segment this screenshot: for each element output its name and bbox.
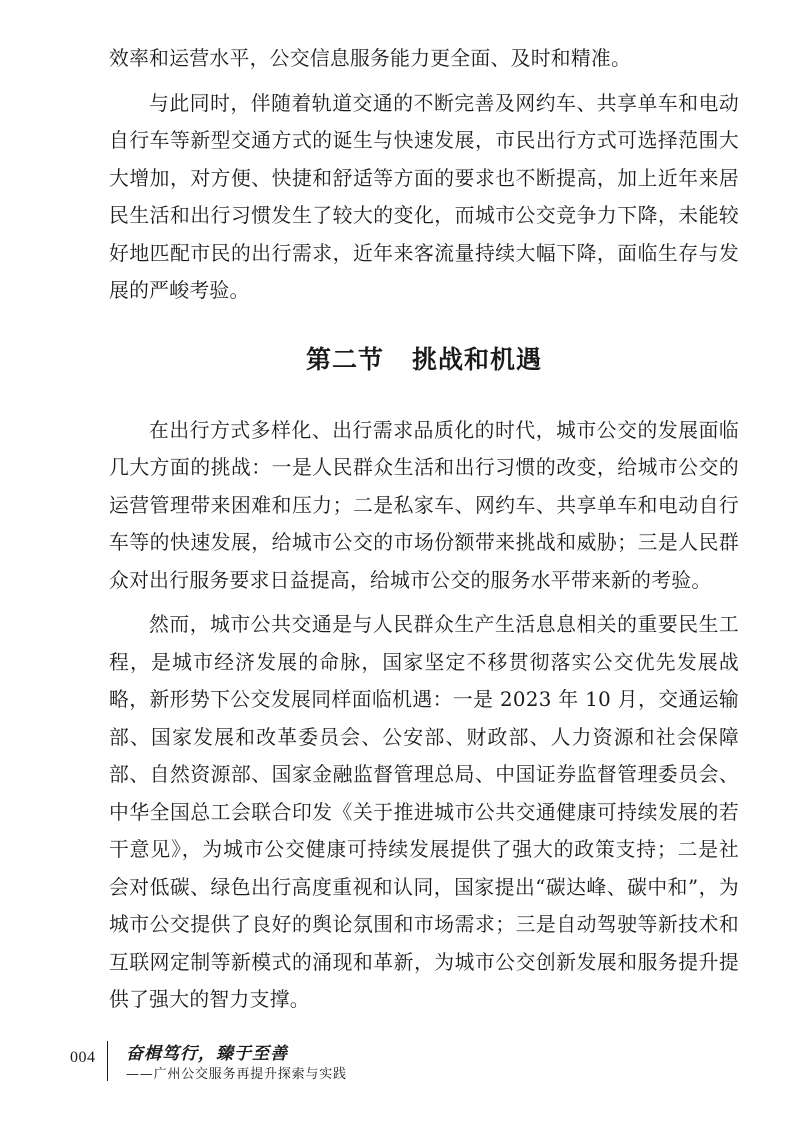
- book-title: 奋楫笃行，臻于至善: [126, 1044, 288, 1064]
- section-title: 挑战和机遇: [412, 344, 543, 374]
- page-body: [109, 40, 739, 1019]
- footer-divider: [107, 1041, 108, 1081]
- section-heading: [109, 343, 739, 377]
- page-footer: [70, 1037, 470, 1085]
- body-paragraph-4: 然而，城市公共交通是与人民群众生产生活息息相关的重要民生工程，是城市经济发展的命脉，国家坚定不移贯彻落实公交优先发展战略，新形势下公交发展同样面临机遇：一是 2023 年 10 月，交通运输部、国家发展和改革委员会、公安部、财政部、人力资源和社会保障部、自然资源部、国家金融监督管理总局、中国证券监督管理委员会、中华全国总工会联合印发《关于推进城市公共交通健康可持续发展的若干意见》，为城市公交健康可持续发展提供了强大的政策支持；二是社会对低碳、绿色出行高度重视和认同，国家提出“碳达峰、碳中和”，为城市公交提供了良好的舆论氛围和市场需求；三是自动驾驶等新技术和互联网定制等新模式的涌现和革新，为城市公交创新发展和服务提升提供了强大的智力支撑。: [109, 613, 739, 1011]
- body-paragraph-2: 与此同时，伴随着轨道交通的不断完善及网约车、共享单车和电动自行车等新型交通方式的诞生与快速发展，市民出行方式可选择范围大大增加，对方便、快捷和舒适等方面的要求也不断提高，加上近年来居民生活和出行习惯发生了较大的变化，而城市公交竞争力下降，未能较好地匹配市民的出行需求，近年来客流量持续大幅下降，面临生存与发展的严峻考验。: [109, 91, 739, 302]
- body-paragraph-1: 效率和运营水平，公交信息服务能力更全面、及时和精准。: [109, 47, 632, 70]
- page-number: 004: [70, 1049, 96, 1066]
- body-paragraph-3: 在出行方式多样化、出行需求品质化的时代，城市公交的发展面临几大方面的挑战：一是人民群众生活和出行习惯的改变，给城市公交的运营管理带来困难和压力；二是私家车、网约车、共享单车和电动自行车等的快速发展，给城市公交的市场份额带来挑战和威胁；三是人民群众对出行服务要求日益提高，给城市公交的服务水平带来新的考验。: [109, 418, 739, 592]
- book-subtitle: ——广州公交服务再提升探索与实践: [126, 1067, 347, 1082]
- section-number: 第二节: [305, 344, 384, 374]
